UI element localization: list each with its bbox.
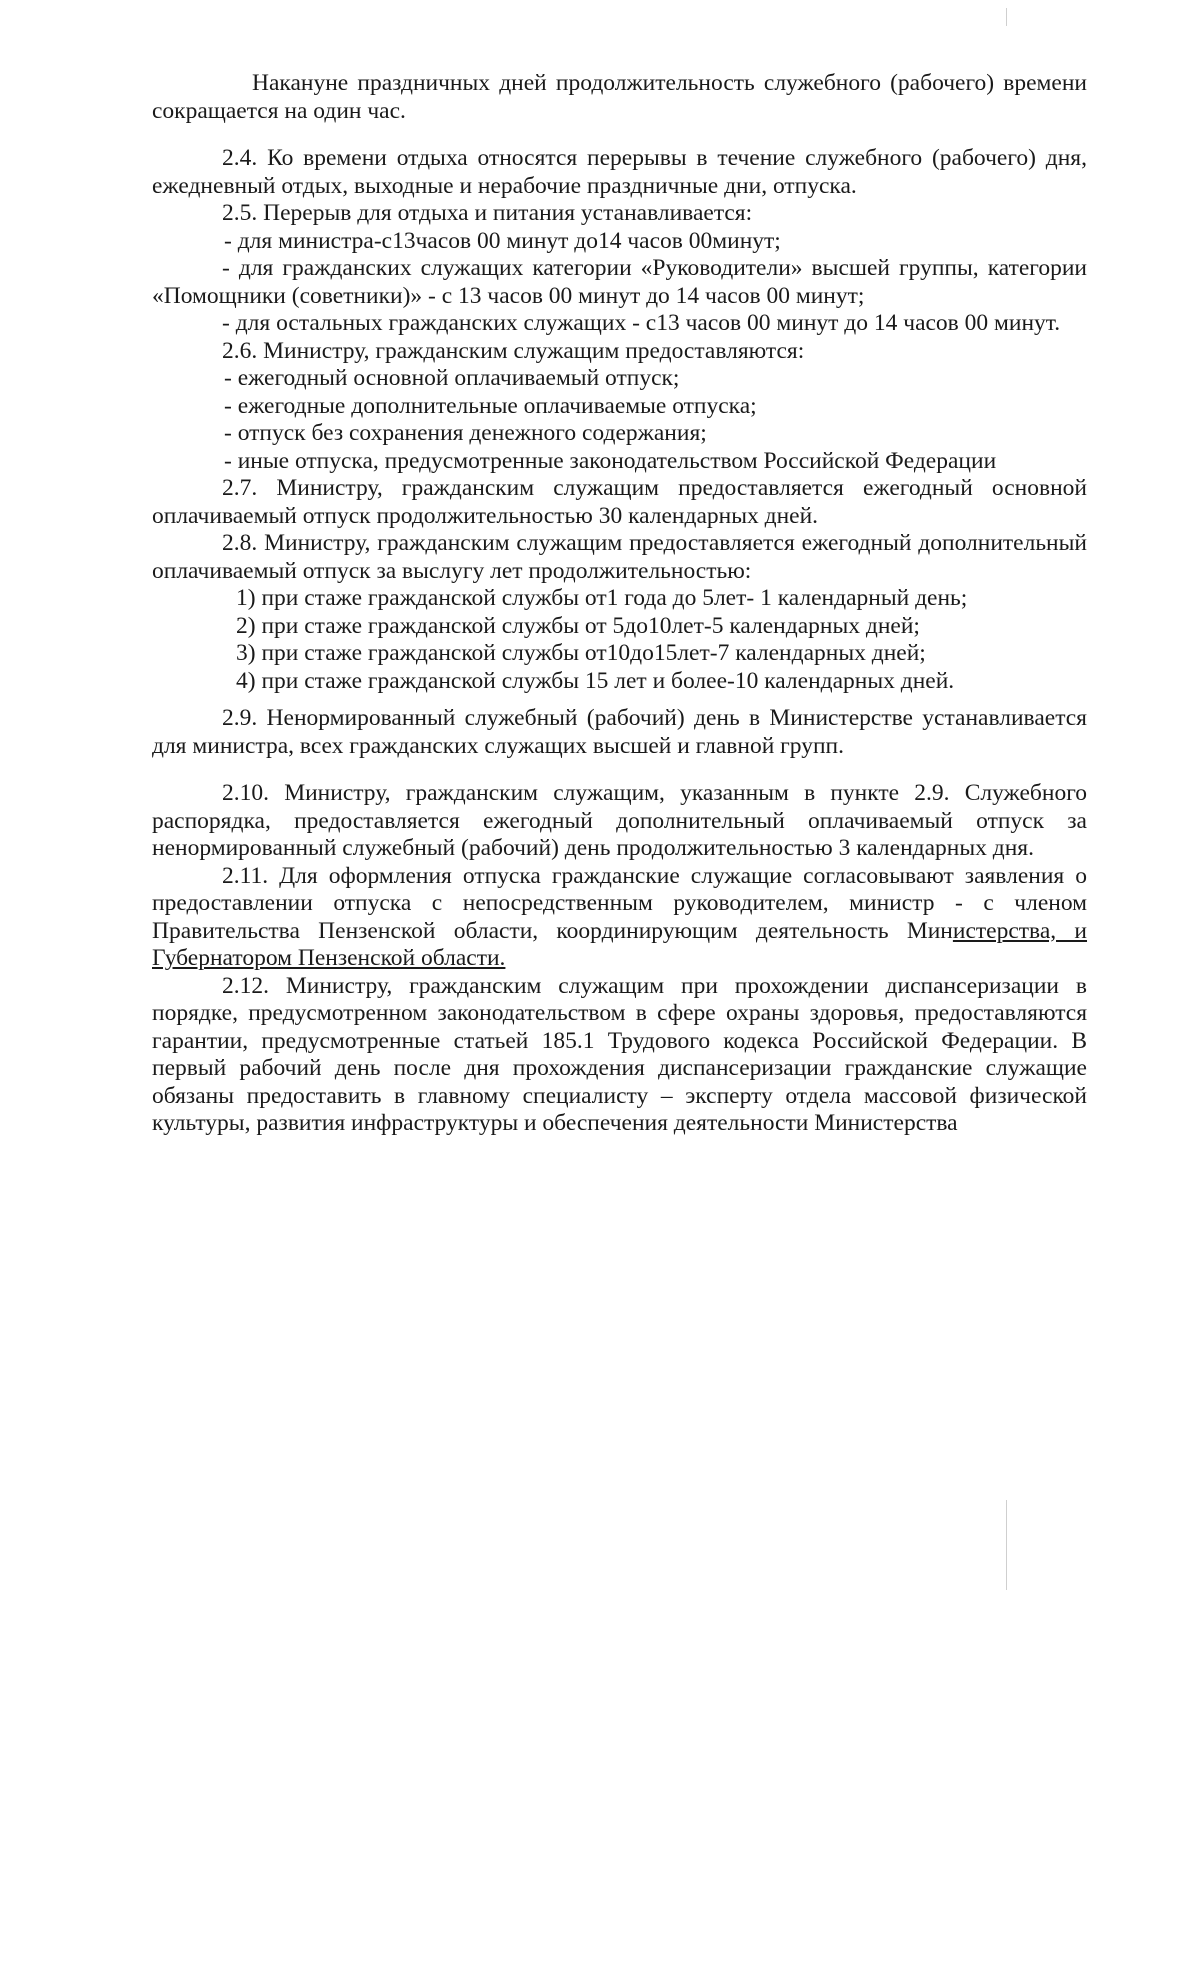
paragraph-2-11 <box>152 863 1087 973</box>
paragraph-2-11-text: 2.11. Для оформления отпуска гражданские служащие согласовывают заявления о предоставлении отпуска с непосредственным руководителем, министр - с членом Правительства Пензенской области, координирующим деятельность Мин <box>152 862 1087 944</box>
paragraph-2-4: 2.4. Ко времени отдыха относятся перерывы в течение служебного (рабочего) дня, ежедневный отдых, выходные и нерабочие праздничные дни, отпуска. <box>152 145 1087 199</box>
paragraph-2-11-underlined: истерства, и Губернатором Пензенской области. <box>152 917 1088 971</box>
document-body <box>152 70 1087 1138</box>
paragraph-2-5-minister: - для министра-с13часов 00 минут до14 часов 00минут; <box>224 227 781 254</box>
paragraph-2-6-item: - иные отпуска, предусмотренные законодательством Российской Федерации <box>224 447 997 474</box>
paragraph-2-8: 2.8. Министру, гражданским служащим предоставляется ежегодный дополнительный оплачиваемый отпуск за выслугу лет продолжительностью: <box>152 530 1087 584</box>
paragraph-2-5-others: - для остальных гражданских служащих - с13 часов 00 минут до 14 часов 00 минут. <box>222 310 1061 336</box>
paragraph-2-7: 2.7. Министру, гражданским служащим предоставляется ежегодный основной оплачиваемый отпуск продолжительностью 30 календарных дней. <box>152 475 1087 529</box>
scan-edge-mark <box>1006 8 1007 26</box>
paragraph-2-5: 2.5. Перерыв для отдыха и питания устанавливается: <box>222 200 753 226</box>
paragraph-2-6-item: - отпуск без сохранения денежного содержания; <box>224 420 707 446</box>
paragraph-2-8-item: 4) при стаже гражданской службы 15 лет и более-10 календарных дней. <box>236 667 955 694</box>
paragraph-2-8-item: 1) при стаже гражданской службы от1 года до 5лет- 1 календарный день; <box>236 585 968 611</box>
paragraph-2-5-managers: - для гражданских служащих категории «Руководители» высшей группы, категории «Помощники (советники)» - с 13 часов 00 минут до 14 часов 00 минут; <box>152 255 1087 309</box>
paragraph-2-6-item: - ежегодные дополнительные оплачиваемые отпуска; <box>224 392 757 419</box>
paragraph-2-8-item: 2) при стаже гражданской службы от 5до10лет-5 календарных дней; <box>236 612 920 639</box>
paragraph-2-9: 2.9. Ненормированный служебный (рабочий) день в Министерстве устанавливается для министра, всех гражданских служащих высшей и главной групп. <box>152 705 1087 759</box>
paragraph-2-10: 2.10. Министру, гражданским служащим, указанным в пункте 2.9. Служебного распорядка, предоставляется ежегодный дополнительный оплачиваемый отпуск за ненормированный служебный (рабочий) день продолжительностью 3 календарных дня. <box>152 780 1087 861</box>
paragraph-2-12: 2.12. Министру, гражданским служащим при прохождении диспансеризации в порядке, предусмотренном законодательством в сфере охраны здоровья, предоставляются гарантии, предусмотренные статьей 185.1 Трудового кодекса Российской Федерации. В первый рабочий день после дня прохождения диспансеризации гражданские служащие обязаны предоставить в главному специалисту – эксперту отдела массовой физической культуры, развития инфраструктуры и обеспечения деятельности Министерства <box>152 972 1087 1136</box>
paragraph-2-8-item: 3) при стаже гражданской службы от10до15лет-7 календарных дней; <box>236 640 926 666</box>
scan-edge-mark <box>1006 1500 1007 1590</box>
paragraph-holiday-eve: Накануне праздничных дней продолжительность служебного (рабочего) времени сокращается на один час. <box>152 70 1087 124</box>
paragraph-2-6: 2.6. Министру, гражданским служащим предоставляются: <box>222 337 805 364</box>
paragraph-2-6-item: - ежегодный основной оплачиваемый отпуск; <box>224 365 680 391</box>
